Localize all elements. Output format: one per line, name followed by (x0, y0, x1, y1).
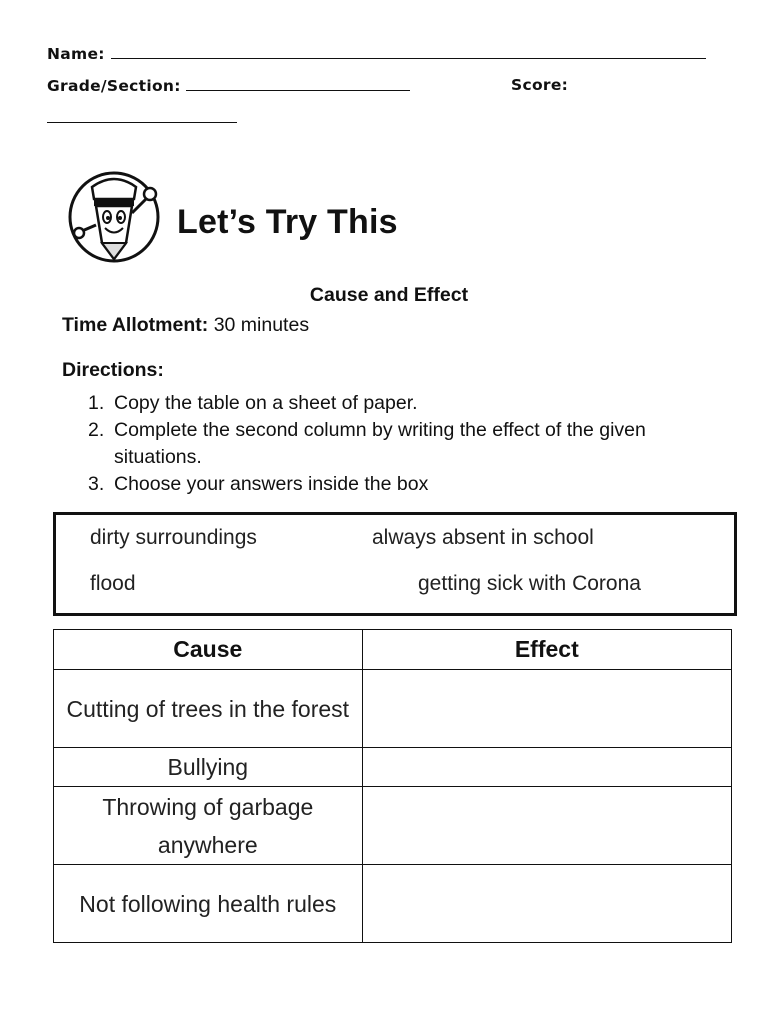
effect-cell[interactable] (362, 865, 731, 943)
directions-list (88, 390, 738, 498)
answer-choice: flood (90, 572, 136, 595)
grade-section-field-row (47, 76, 410, 95)
name-blank-line[interactable] (111, 44, 706, 59)
cause-cell: Bullying (54, 748, 363, 787)
lesson-title: Let’s Try This (177, 203, 398, 241)
table-row (54, 865, 732, 943)
score-blank-line[interactable] (47, 108, 237, 123)
answer-choice: always absent in school (372, 526, 594, 549)
answer-choice: dirty surroundings (90, 526, 257, 549)
time-allotment (62, 314, 309, 337)
effect-cell[interactable] (362, 748, 731, 787)
direction-text: Copy the table on a sheet of paper. (114, 392, 418, 414)
table-row (54, 787, 732, 865)
time-allotment-label: Time Allotment: (62, 314, 209, 336)
effect-cell[interactable] (362, 670, 731, 748)
direction-item (88, 471, 738, 498)
answer-choice: getting sick with Corona (418, 572, 641, 595)
cause-effect-table (53, 629, 732, 943)
direction-number: 3. (88, 473, 105, 495)
direction-text: Choose your answers inside the box (114, 473, 429, 495)
direction-item (88, 390, 738, 417)
activity-subtitle: Cause and Effect (309, 284, 469, 306)
directions-label: Directions: (62, 359, 164, 381)
table-row (54, 670, 732, 748)
cause-cell: Not following health rules (54, 865, 363, 943)
score-label: Score: (511, 76, 569, 94)
direction-item (88, 417, 738, 471)
table-header-row (54, 630, 732, 670)
score-field-row (511, 76, 568, 94)
effect-cell[interactable] (362, 787, 731, 865)
grade-section-label: Grade/Section: (47, 77, 181, 95)
cause-cell: Throwing of garbage anywhere (54, 787, 363, 865)
grade-section-blank-line[interactable] (186, 76, 410, 91)
pencil-mascot-icon (64, 165, 164, 265)
table-row (54, 748, 732, 787)
cause-cell: Cutting of trees in the forest (54, 670, 363, 748)
answer-choices-box (53, 512, 737, 616)
time-allotment-value: 30 minutes (213, 314, 310, 336)
effect-column-header: Effect (362, 630, 731, 670)
name-field-row (47, 44, 706, 63)
direction-number: 2. (88, 419, 105, 441)
direction-number: 1. (88, 392, 105, 414)
name-label: Name: (47, 45, 105, 63)
cause-column-header: Cause (54, 630, 363, 670)
direction-text: Complete the second column by writing the effect of the given situations. (114, 419, 646, 468)
